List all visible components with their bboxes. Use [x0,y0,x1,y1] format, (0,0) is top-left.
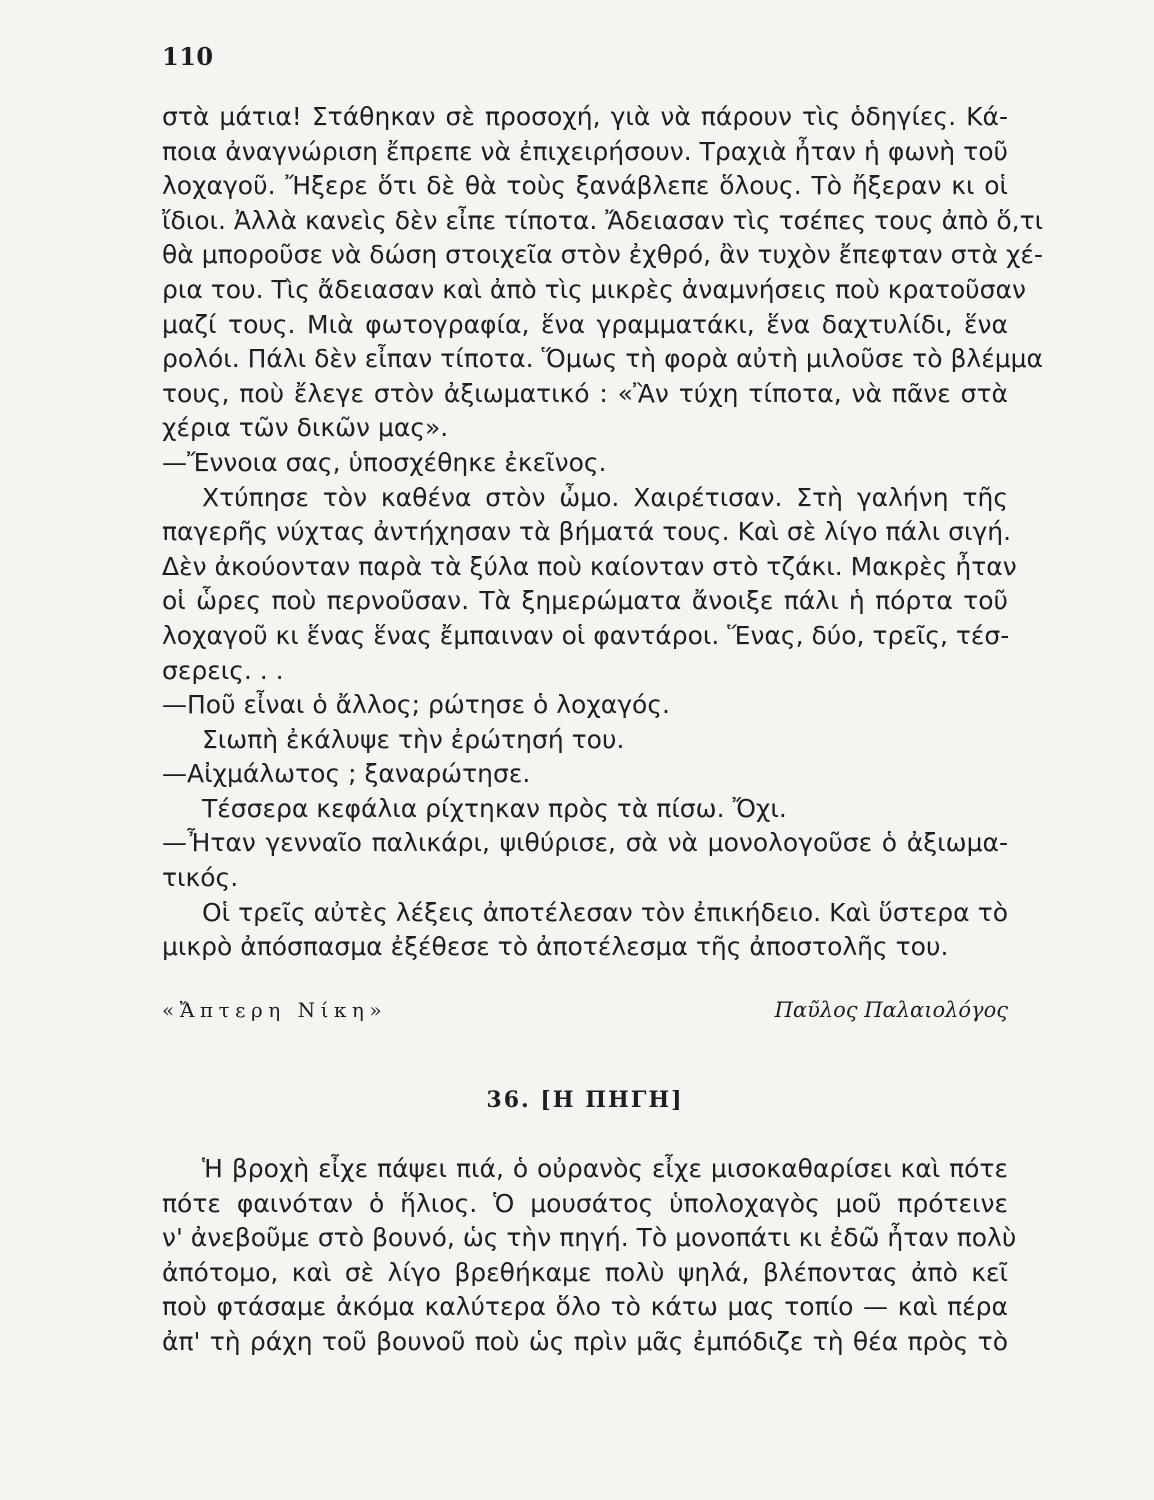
text-line: ποια ἀναγνώριση ἔπρεπε νὰ ἐπιχειρήσουν. Τραχιὰ ἦταν ἡ φωνὴ τοῦ [162,136,1008,166]
source-attribution [162,998,1008,1030]
text-line: ἀπότομο, καὶ σὲ λίγο βρεθήκαμε πολὺ ψηλά, βλέποντας ἀπὸ κεῖ [162,1257,1008,1287]
text-line: —Ἦταν γενναῖο παλικάρι, ψιθύρισε, σὰ νὰ μονολογοῦσε ὁ ἀξιωμα- [162,828,1008,858]
text-line: ν' ἀνεβοῦμε στὸ βουνό, ὡς τὴν πηγή. Τὸ μονοπάτι κι ἐδῶ ἦταν πολὺ [162,1223,1017,1253]
text-line: μικρὸ ἀπόσπασμα ἐξέθεσε τὸ ἀποτέλεσμα τῆς ἀποστολῆς του. [162,932,949,962]
text-line: στὰ μάτια! Στάθηκαν σὲ προσοχή, γιὰ νὰ πάρουν τὶς ὁδηγίες. Κά- [162,102,1008,131]
text-line: ρια του. Τὶς ἄδειασαν καὶ ἀπὸ τὶς μικρὲς ἀναμνήσεις ποὺ κρατοῦσαν [162,274,1026,304]
section-heading: 36. [Η ΠΗΓΗ] [486,1087,684,1113]
text-line: Τέσσερα κεφάλια ρίχτηκαν πρὸς τὰ πίσω. Ὄχι. [202,793,787,823]
text-line: Οἱ τρεῖς αὐτὲς λέξεις ἀποτέλεσαν τὸν ἐπικήδειο. Καὶ ὕστερα τὸ [202,897,1008,927]
source-title: «Ἄπτερη Νίκη» [162,998,388,1022]
page-number: 110 [162,42,214,71]
text-line: —Ἔννοια σας, ὑποσχέθηκε ἐκεῖνος. [162,447,607,477]
source-author: Παῦλος Παλαιολόγος [774,998,1008,1022]
text-line: ἴδιοι. Ἀλλὰ κανεὶς δὲν εἶπε τίποτα. Ἄδειασαν τὶς τσέπες τους ἀπὸ ὅ,τι [162,205,1044,235]
text-line: τους, ποὺ ἔλεγε στὸν ἀξιωματικό : «Ἂν τύχη τίποτα, νὰ πᾶνε στὰ [162,378,1008,408]
passage-text [162,100,1044,965]
text-line: λοχαγοῦ κι ἕνας ἕνας ἔμπαιναν οἱ φαντάροι. Ἕνας, δύο, τρεῖς, τέσ- [162,620,1010,650]
text-line: λοχαγοῦ. Ἤξερε ὅτι δὲ θὰ τοὺς ξανάβλεπε ὅλους. Τὸ ἤξεραν κι οἱ [162,171,1008,201]
text-line: ἀπ' τὴ ράχη τοῦ βουνοῦ ποὺ ὡς πρὶν μᾶς ἐμπόδιζε τὴ θέα πρὸς τὸ [162,1326,1008,1356]
text-line: σερεις. . . [162,655,284,685]
text-line: παγερῆς νύχτας ἀντήχησαν τὰ βήματά τους. Καὶ σὲ λίγο πάλι σιγή. [162,517,1012,547]
text-line: Χτύπησε τὸν καθένα στὸν ὦμο. Χαιρέτισαν. Στὴ γαλήνη τῆς [202,482,1008,512]
text-line: Σιωπὴ ἐκάλυψε τὴν ἐρώτησή του. [202,724,625,754]
text-line: πότε φαινόταν ὁ ἥλιος. Ὁ μουσάτος ὑπολοχαγὸς μοῦ πρότεινε [162,1188,1008,1218]
text-line: —Ποῦ εἶναι ὁ ἄλλος; ρώτησε ὁ λοχαγός. [162,690,670,720]
text-line: οἱ ὧρες ποὺ περνοῦσαν. Τὰ ξημερώματα ἄνοιξε πάλι ἡ πόρτα τοῦ [162,586,1008,616]
text-line: —Αἰχμάλωτος ; ξαναρώτησε. [162,759,531,789]
text-line: μαζί τους. Μιὰ φωτογραφία, ἕνα γραμματάκι, ἕνα δαχτυλίδι, ἕνα [162,309,1008,339]
text-line: τικός. [162,863,239,893]
text-line: Δὲν ἀκούονταν παρὰ τὰ ξύλα ποὺ καίονταν στὸ τζάκι. Μακρὲς ἦταν [162,551,1017,581]
text-line: ρολόι. Πάλι δὲν εἶπαν τίποτα. Ὅμως τὴ φορὰ αὐτὴ μιλοῦσε τὸ βλέμμα [162,344,1044,374]
text-line: ποὺ φτάσαμε ἀκόμα καλύτερα ὅλο τὸ κάτω μας τοπίο — καὶ πέρα [162,1292,1008,1322]
text-line: Ἡ βροχὴ εἶχε πάψει πιά, ὁ οὐρανὸς εἶχε μισοκαθαρίσει καὶ πότε [202,1154,1008,1183]
text-line: χέρια τῶν δικῶν μας». [162,413,449,443]
text-line: θὰ μποροῦσε νὰ δώση στοιχεῖα στὸν ἐχθρό, ἂν τυχὸν ἔπεφταν στὰ χέ- [162,240,1043,270]
passage-text-2 [162,1152,1017,1360]
